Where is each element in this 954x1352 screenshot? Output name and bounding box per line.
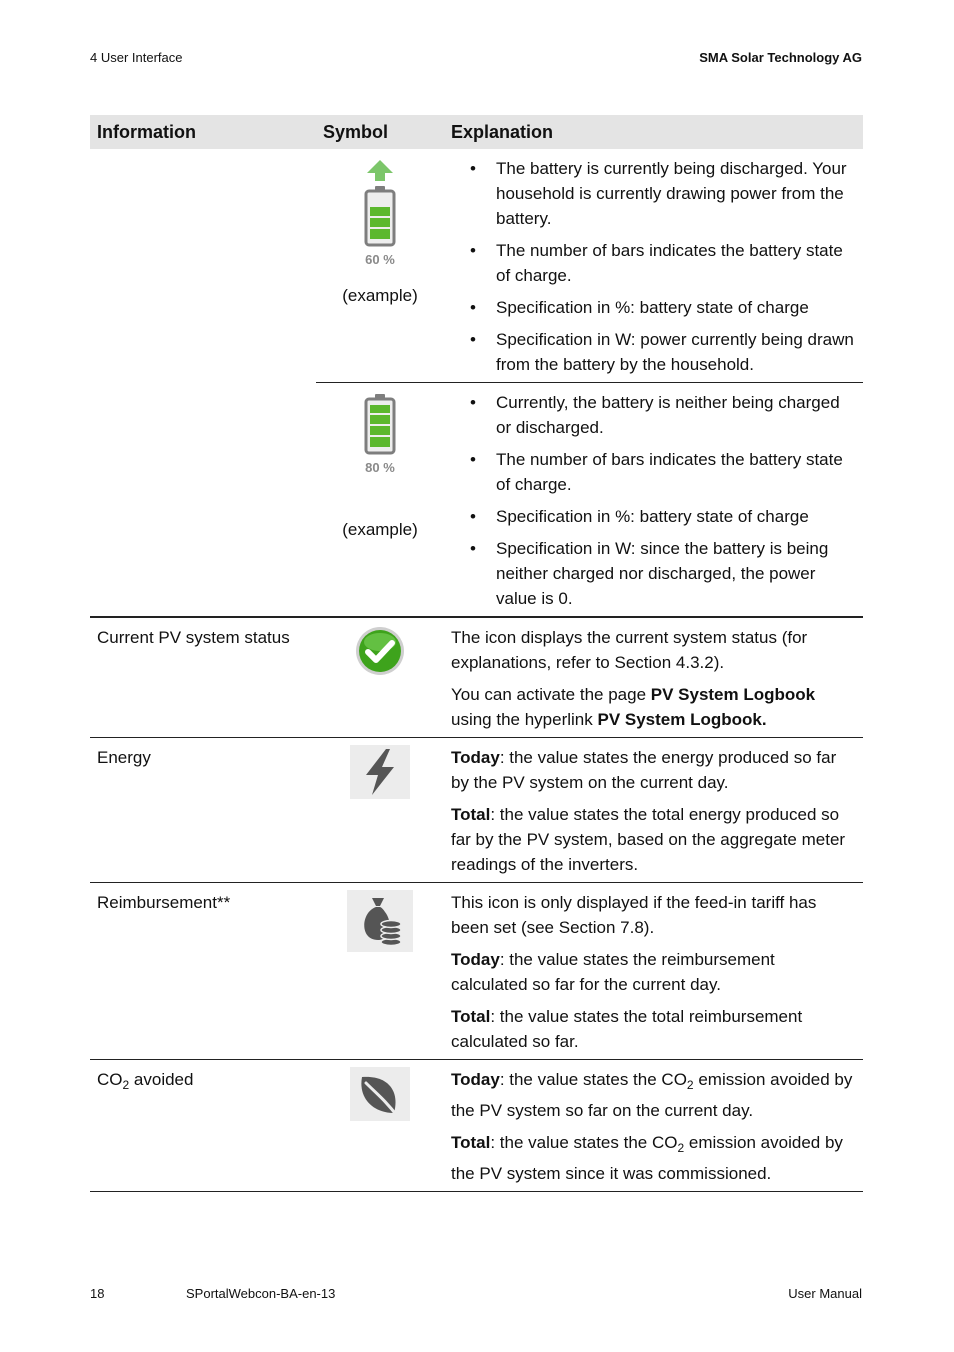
info-cell [90, 383, 316, 618]
list-item: • Specification in W: since the battery is being neither charged nor discharged, the power value is 0. [496, 536, 856, 611]
list-item: • Specification in %: battery state of charge [496, 504, 856, 529]
co2-total: Total: the value states the $CO_2$ emission avoided by the PV system since it was commissioned. [451, 1133, 843, 1183]
leaf-icon [350, 1067, 410, 1128]
explanation-cell [444, 149, 863, 383]
battery-discharging-icon [360, 156, 400, 275]
footer-doc-id: SPortalWebcon-BA-en-13 [186, 1286, 336, 1301]
table-header-row [90, 115, 863, 149]
info-cell: Current PV system status [90, 617, 316, 738]
logbook-page-name: PV System Logbook [650, 685, 816, 704]
col-header-symbol: Symbol [316, 115, 444, 149]
reimbursement-today: Today: the value states the reimbursement calculated so far for the current day. [451, 950, 775, 994]
table-row [90, 383, 863, 618]
list-item: • Currently, the battery is neither being charged or discharged. [496, 390, 856, 440]
footer-page-number: 18 [90, 1286, 105, 1301]
info-cell: Energy [90, 738, 316, 883]
battery-percent-label: 80 % [365, 460, 395, 475]
table-row [90, 883, 863, 1060]
reimbursement-note: This icon is only displayed if the feed-in tariff has been set (see Section 7.8). [451, 893, 817, 937]
explanation-cell [444, 383, 863, 618]
table-row [90, 149, 863, 383]
running-header-company: SMA Solar Technology AG [699, 50, 862, 65]
table-row [90, 617, 863, 738]
explanation-cell [444, 738, 863, 883]
co2-today: Today: the value states the $CO_2$ emission avoided by the PV system so far on the current day. [451, 1070, 853, 1120]
col-header-information: Information [90, 115, 316, 149]
reimbursement-total: Total: the value states the total reimbursement calculated so far. [451, 1007, 803, 1051]
table-row [90, 1060, 863, 1192]
col-header-explanation: Explanation [444, 115, 863, 149]
logbook-hyperlink-name: PV System Logbook. [597, 710, 767, 729]
symbol-cell [316, 617, 444, 738]
logbook-hint: You can activate the page PV System Logbook using the hyperlink PV System Logbook. [451, 685, 816, 729]
symbol-note: (example) [342, 286, 418, 305]
lightning-icon [350, 745, 410, 806]
explanation-cell [444, 617, 863, 738]
bullet-list [451, 156, 856, 377]
symbol-cell [316, 883, 444, 1060]
bullet-list [451, 390, 856, 611]
explanation-cell [444, 1060, 863, 1192]
info-cell [90, 149, 316, 383]
symbol-note: (example) [342, 520, 418, 539]
energy-total: Total: the value states the total energy produced so far by the PV system, based on the aggregate meter readings of the inverters. [451, 805, 846, 874]
list-item: • The battery is currently being discharged. Your household is currently drawing power from the battery. [496, 156, 856, 231]
battery-idle-icon [360, 390, 400, 483]
symbol-table [90, 115, 863, 1192]
explanation-cell [444, 883, 863, 1060]
table-row [90, 738, 863, 883]
battery-percent-label: 60 % [365, 252, 395, 267]
energy-today: Today: the value states the energy produced so far by the PV system on the current day. [451, 748, 837, 792]
symbol-cell [316, 149, 444, 383]
symbol-cell [316, 383, 444, 618]
info-cell: $CO_2$ avoided [90, 1060, 316, 1192]
list-item: • The number of bars indicates the battery state of charge. [496, 238, 856, 288]
money-bag-icon [347, 890, 413, 959]
running-header-section: 4 User Interface [90, 50, 183, 65]
symbol-cell [316, 738, 444, 883]
footer-doc-type: User Manual [788, 1286, 862, 1301]
list-item: • The number of bars indicates the battery state of charge. [496, 447, 856, 497]
list-item: • Specification in %: battery state of charge [496, 295, 856, 320]
check-ok-icon [354, 625, 406, 684]
list-item: • Specification in W: power currently being drawn from the battery by the household. [496, 327, 856, 377]
status-description: The icon displays the current system status (for explanations, refer to Section 4.3.2). [451, 628, 808, 672]
info-cell: Reimbursement** [90, 883, 316, 1060]
symbol-cell [316, 1060, 444, 1192]
